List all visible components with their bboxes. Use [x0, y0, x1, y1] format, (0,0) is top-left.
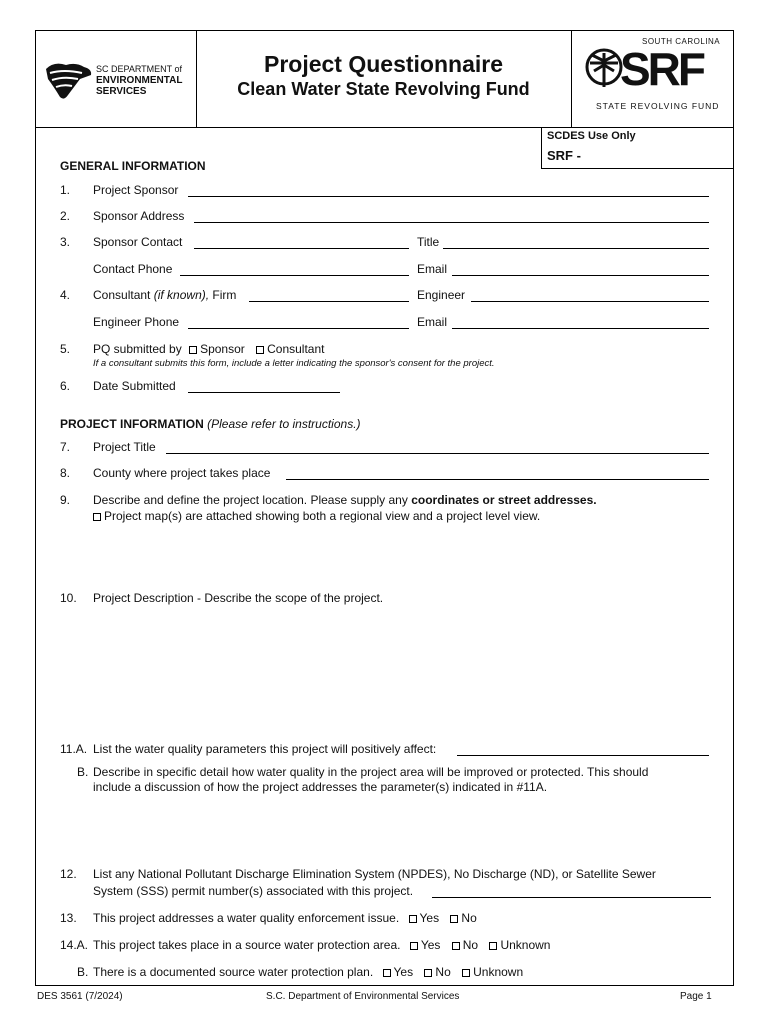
project-info-title: PROJECT INFORMATION [60, 417, 204, 431]
npdes-line1: List any National Pollutant Discharge Elimination System (NPDES), No Discharge (ND), or Satellite Sewer [93, 867, 656, 881]
source-water-label: This project takes place in a source water protection area. [93, 938, 401, 952]
item-number: 9. [60, 493, 71, 507]
no-checkbox[interactable] [424, 969, 432, 977]
sponsor-contact-label: Sponsor Contact [93, 235, 183, 249]
water-quality-field[interactable] [457, 755, 709, 756]
department-name [96, 64, 182, 97]
project-map-row [93, 509, 540, 523]
project-title-label: Project Title [93, 440, 156, 454]
date-submitted-label: Date Submitted [93, 379, 176, 393]
yes-checkbox[interactable] [410, 942, 418, 950]
form-frame [35, 30, 734, 986]
project-map-checkbox[interactable] [93, 513, 101, 521]
location-text: Describe and define the project location. Please supply any [93, 493, 412, 507]
yes-label: Yes [420, 938, 441, 952]
item-number: B. [77, 765, 89, 779]
yes-label: Yes [393, 965, 414, 979]
date-submitted-field[interactable] [188, 392, 340, 393]
dept-line-3: SERVICES [96, 86, 147, 97]
pq-submitted-row [93, 342, 324, 356]
form-id: DES 3561 (7/2024) [37, 991, 123, 1002]
no-checkbox[interactable] [450, 915, 458, 923]
consultant-label [93, 288, 236, 302]
item-number: 14.A. [60, 938, 89, 952]
no-checkbox[interactable] [452, 942, 460, 950]
consultant-option-label: Consultant [267, 342, 325, 356]
title-field[interactable] [443, 248, 709, 249]
project-description-label: Project Description - Describe the scope of the project. [93, 591, 384, 605]
sponsor-address-field[interactable] [194, 222, 709, 223]
pq-note: If a consultant submits this form, include a letter indicating the sponsor's consent for the project. [93, 358, 495, 369]
palmetto-icon [584, 45, 624, 95]
if-known-text: (if known), [153, 288, 210, 302]
yes-label: Yes [419, 911, 440, 925]
item-number: 2. [60, 209, 71, 223]
sponsor-contact-field[interactable] [194, 248, 409, 249]
scdes-use-only-box [541, 127, 733, 169]
item-number: 12. [60, 867, 77, 881]
item-number: 3. [60, 235, 71, 249]
srf-number: SRF - [547, 148, 581, 163]
item-number: 11.A. [60, 742, 88, 756]
item-number: 4. [60, 288, 71, 302]
yes-checkbox[interactable] [409, 915, 417, 923]
engineer-phone-field[interactable] [188, 328, 409, 329]
pq-submitted-label: PQ submitted by [93, 342, 182, 356]
general-info-heading: GENERAL INFORMATION [60, 159, 206, 173]
county-label: County where project takes place [93, 466, 271, 480]
water-quality-detail-line2: include a discussion of how the project addresses the parameter(s) indicated in #11A. [93, 780, 548, 794]
firm-text: Firm [212, 288, 237, 302]
item-number: 7. [60, 440, 71, 454]
project-sponsor-field[interactable] [188, 196, 709, 197]
project-sponsor-label: Project Sponsor [93, 183, 179, 197]
contact-email-field[interactable] [452, 275, 709, 276]
srf-letters: SRF [620, 43, 703, 95]
no-label: No [435, 965, 451, 979]
water-quality-label: List the water quality parameters this project will positively affect: [93, 742, 437, 756]
item-number: 8. [60, 466, 71, 480]
enforcement-label: This project addresses a water quality enforcement issue. [93, 911, 400, 925]
item-number: 6. [60, 379, 71, 393]
source-water-plan-row [93, 965, 523, 979]
dept-line-2: ENVIRONMENTAL [96, 75, 183, 86]
consultant-text: Consultant [93, 288, 151, 302]
yes-checkbox[interactable] [383, 969, 391, 977]
dept-line-1: SC DEPARTMENT of [96, 64, 183, 74]
project-title-field[interactable] [166, 453, 709, 454]
consultant-checkbox[interactable] [256, 346, 264, 354]
project-location-label [93, 493, 597, 507]
item-number: 10. [60, 591, 77, 605]
project-map-label: Project map(s) are attached showing both a regional view and a project level view. [104, 509, 541, 523]
sponsor-option-label: Sponsor [200, 342, 245, 356]
npdes-line2: System (SSS) permit number(s) associated with this project. [93, 884, 414, 898]
unknown-label: Unknown [473, 965, 524, 979]
source-water-row [93, 938, 550, 952]
item-number: 1. [60, 183, 71, 197]
item-number: B. [77, 965, 89, 979]
srf-bottom-text: STATE REVOLVING FUND [596, 101, 720, 111]
sponsor-address-label: Sponsor Address [93, 209, 185, 223]
unknown-checkbox[interactable] [489, 942, 497, 950]
footer-agency: S.C. Department of Environmental Services [266, 991, 460, 1002]
scdes-label: SCDES Use Only [547, 130, 636, 142]
county-field[interactable] [286, 479, 709, 480]
project-info-heading [60, 417, 361, 431]
engineer-label: Engineer [417, 288, 466, 302]
source-water-plan-label: There is a documented source water protection plan. [93, 965, 374, 979]
state-outline-icon [44, 61, 94, 103]
srf-logo [571, 31, 734, 127]
item-number: 5. [60, 342, 71, 356]
unknown-checkbox[interactable] [462, 969, 470, 977]
project-info-note: (Please refer to instructions.) [207, 417, 361, 431]
water-quality-detail-line1: Describe in specific detail how water quality in the project area will be improved or protected. This should [93, 765, 649, 779]
consultant-firm-field[interactable] [249, 301, 409, 302]
contact-phone-field[interactable] [180, 275, 409, 276]
page-subtitle: Clean Water State Revolving Fund [237, 79, 530, 99]
page-number: Page 1 [680, 991, 712, 1002]
srf-top-text: SOUTH CAROLINA [642, 37, 721, 46]
item-number: 13. [60, 911, 77, 925]
email-label: Email [417, 315, 448, 329]
email-label: Email [417, 262, 448, 276]
enforcement-row [93, 911, 477, 925]
permit-number-field[interactable] [432, 897, 711, 898]
sponsor-checkbox[interactable] [189, 346, 197, 354]
department-logo-cell [36, 31, 197, 127]
title-label: Title [417, 235, 440, 249]
contact-phone-label: Contact Phone [93, 262, 173, 276]
form-header [36, 31, 733, 128]
engineer-phone-label: Engineer Phone [93, 315, 180, 329]
engineer-email-field[interactable] [452, 328, 709, 329]
location-bold-text: coordinates or street addresses. [411, 493, 597, 507]
unknown-label: Unknown [500, 938, 551, 952]
page-title: Project Questionnaire [263, 51, 503, 77]
no-label: No [462, 938, 479, 952]
no-label: No [461, 911, 477, 925]
engineer-field[interactable] [471, 301, 709, 302]
